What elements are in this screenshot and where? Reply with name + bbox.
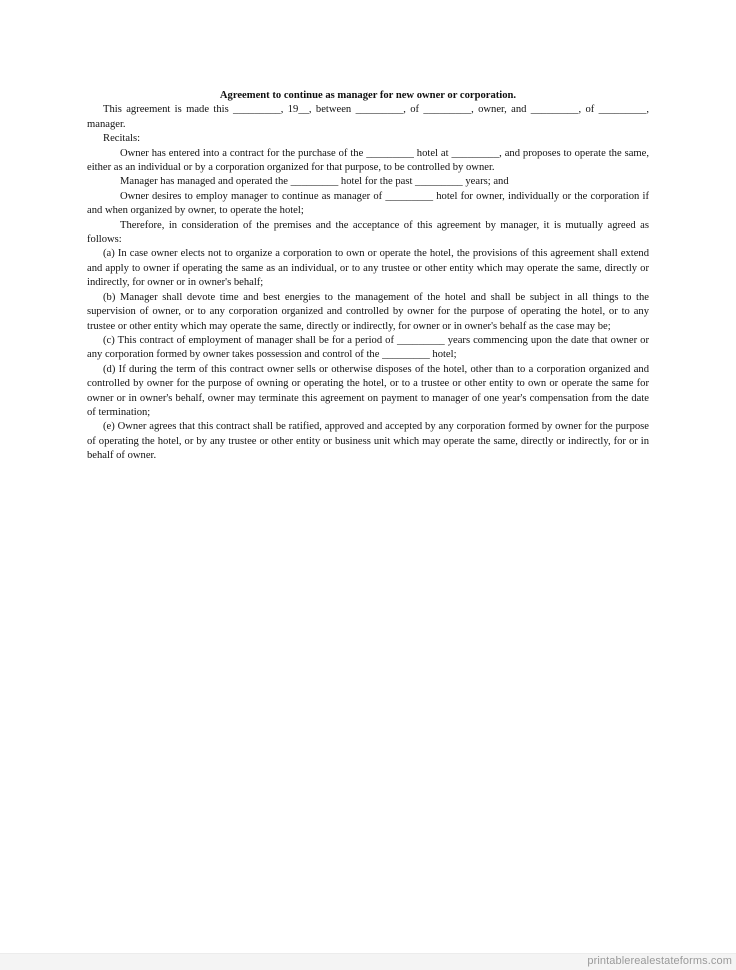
- document-title: Agreement to continue as manager for new owner or corporation.: [219, 90, 517, 101]
- clause-paragraph: (b) Manager shall devote time and best energies to the management of the hotel and shall be subject in all things to the supervision of owner, or to any corporation organized and controlled by owner for the purpose of operating the hotel, or to any trustee or other entity which may operate the same, directly or indirectly, for owner or in owner's behalf as the case may be;: [87, 291, 649, 332]
- recital-paragraph: Owner has entered into a contract for the purchase of the _________ hotel at _________, and proposes to operate the same, either as an individual or by a corporation organized for that purpose, to be controlled by owner.: [87, 147, 649, 174]
- clause-paragraph: (d) If during the term of this contract owner sells or otherwise disposes of the hotel, other than to a corporation organized and controlled by owner for the purpose of owning or operating the hotel, or to a trustee or other entity to own or operate the same for owner or in owner's behalf, owner may terminate this agreement on payment to manager of one year's compensation from the date of termination;: [87, 363, 649, 418]
- document-body: [87, 89, 649, 464]
- recital-paragraph: Owner desires to employ manager to continue as manager of _________ hotel for owner, individually or the corporation if and when organized by owner, to operate the hotel;: [87, 190, 649, 217]
- site-watermark[interactable]: printablerealestateforms.com: [587, 955, 732, 967]
- clause-paragraph: (c) This contract of employment of manager shall be for a period of _________ years commencing upon the date that owner or any corporation formed by owner takes possession and control of the _________ hotel;: [87, 334, 649, 361]
- recitals-heading: Recitals:: [103, 133, 141, 145]
- intro-paragraph: This agreement is made this _________, 19__, between _________, of _________, owner, and _________, of _________, manager.: [87, 104, 649, 130]
- recital-paragraph: Therefore, in consideration of the premises and the acceptance of this agreement by manager, it is mutually agreed as follows:: [87, 219, 649, 246]
- watermark-bar: [0, 953, 736, 970]
- recital-paragraph: Manager has managed and operated the _________ hotel for the past _________ years; and: [120, 176, 509, 188]
- clause-paragraph: (e) Owner agrees that this contract shall be ratified, approved and accepted by any corporation formed by owner for the purpose of operating the hotel, or by any trustee or other entity or business unit which may operate the same, directly or indirectly, for or in behalf of owner.: [87, 421, 649, 462]
- clause-paragraph: (a) In case owner elects not to organize a corporation to own or operate the hotel, the provisions of this agreement shall extend and apply to owner if operating the same as an individual, or to any trustee or other entity which may operate the same, directly or indirectly, for owner or in owner's behalf;: [87, 248, 649, 289]
